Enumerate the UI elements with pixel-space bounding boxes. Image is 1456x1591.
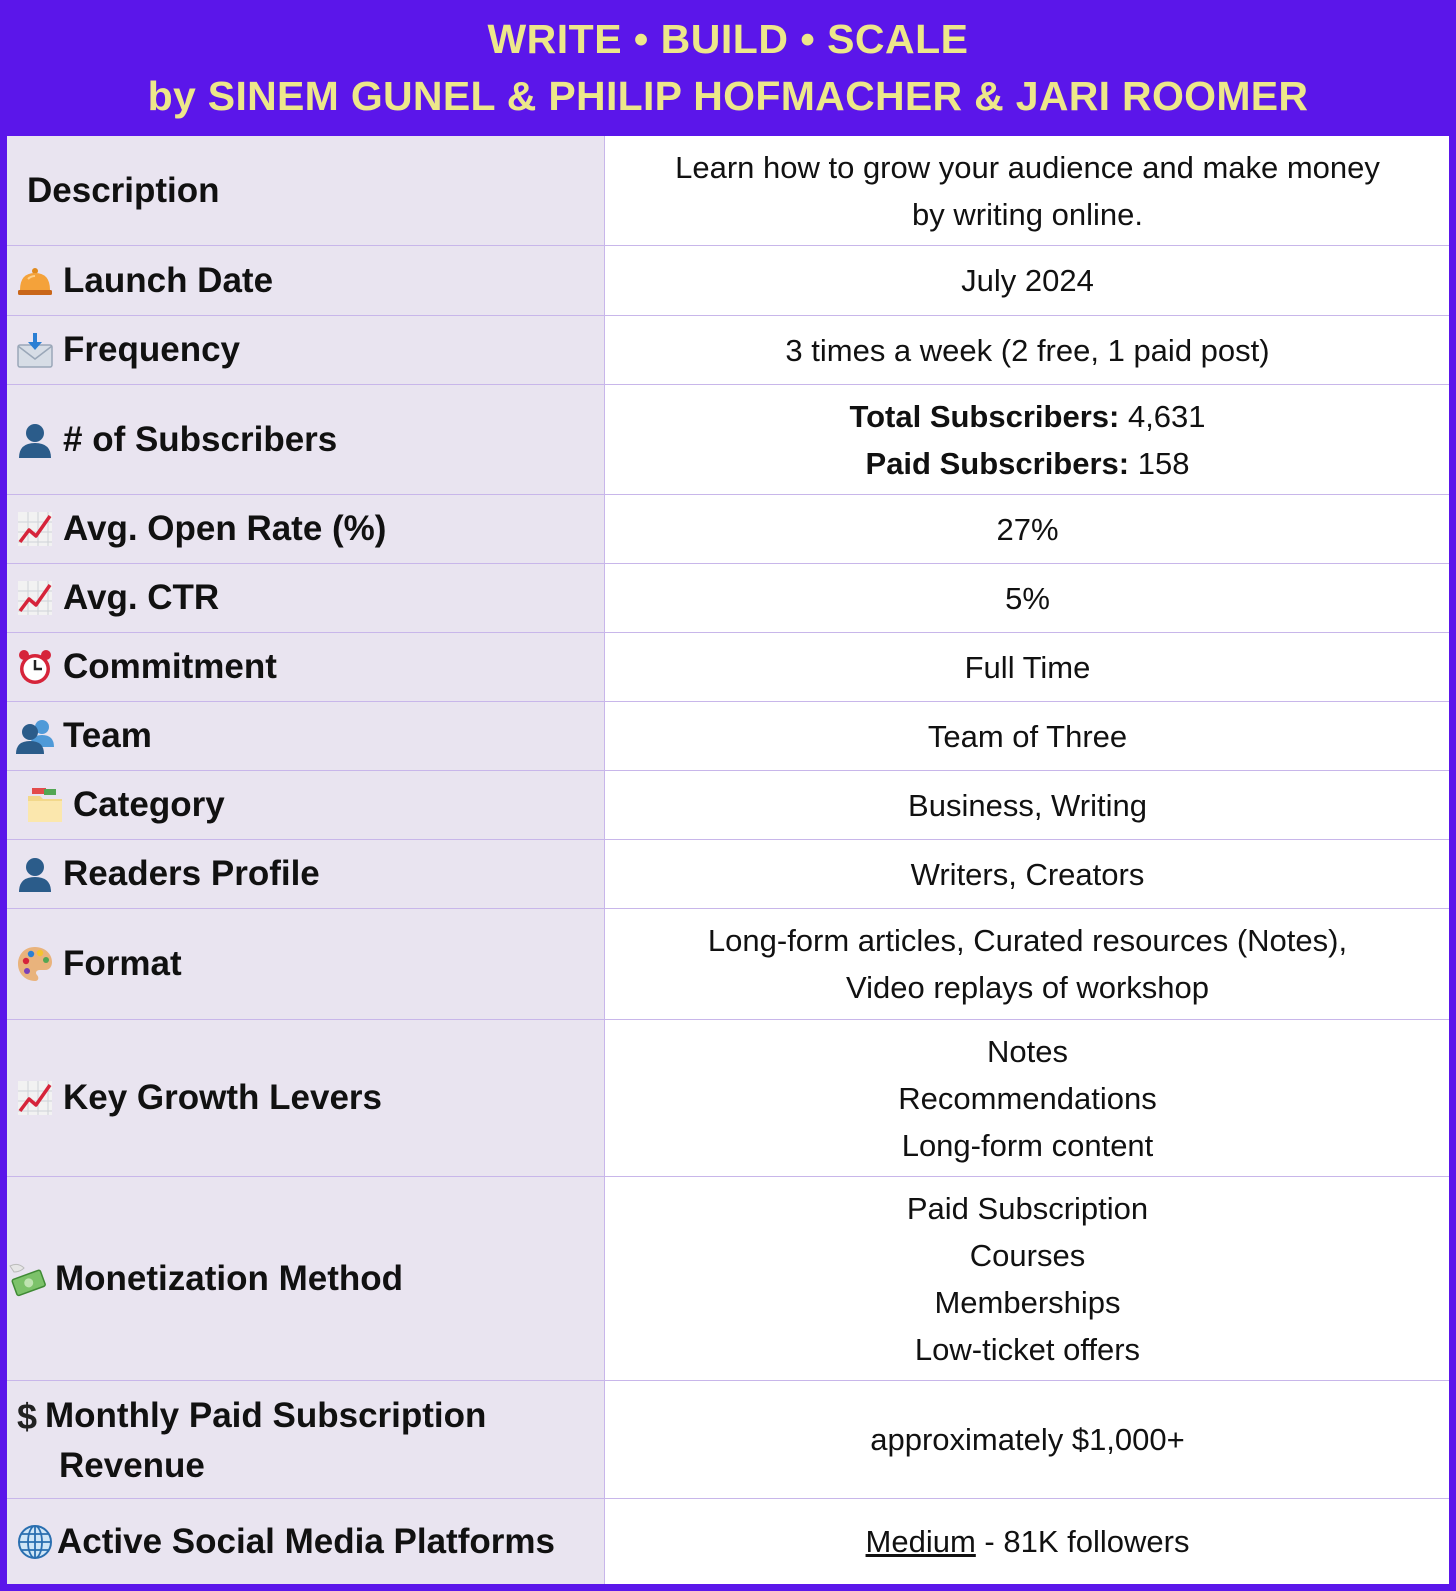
- svg-text:$: $: [16, 1397, 38, 1435]
- bellhop-bell-icon: [15, 261, 55, 301]
- row-label: Key Growth Levers: [7, 1020, 605, 1176]
- chart-increasing-icon: [15, 1078, 55, 1118]
- row-label: Description: [7, 136, 605, 245]
- list-item: Notes: [987, 1033, 1068, 1069]
- table-row-description: [7, 136, 1449, 246]
- row-value: Writers, Creators: [910, 856, 1145, 892]
- row-value: 5%: [1005, 580, 1050, 616]
- row-label: Category: [7, 771, 605, 839]
- row-value: Long-form articles, Curated resources (Notes), Video replays of workshop: [707, 923, 1348, 1005]
- row-value: July 2024: [961, 263, 1094, 298]
- row-value: 3 times a week (2 free, 1 paid post): [785, 332, 1270, 368]
- row-label: Readers Profile: [7, 840, 605, 908]
- table-row-readers-profile: [7, 840, 1449, 909]
- row-value: Learn how to grow your audience and make money by writing online.: [675, 149, 1380, 232]
- list-item: Long-form content: [901, 1127, 1154, 1163]
- row-label: Monetization Method: [7, 1177, 605, 1380]
- header: [0, 0, 1456, 136]
- list-item: Memberships: [934, 1284, 1121, 1320]
- table-row-launch-date: [7, 246, 1449, 316]
- folder-icon: [25, 785, 65, 825]
- table-row-growth-levers: [7, 1020, 1449, 1177]
- table-row-monetization: [7, 1177, 1449, 1381]
- list-item: Recommendations: [898, 1080, 1157, 1116]
- table-row-subscribers: [7, 385, 1449, 495]
- table-row-category: [7, 771, 1449, 840]
- row-value: [606, 1020, 1449, 1176]
- chart-increasing-icon: [15, 509, 55, 549]
- row-label: $ Monthly Paid Subscription Revenue: [7, 1381, 605, 1498]
- row-label: Format: [7, 909, 605, 1019]
- row-value: [606, 1177, 1449, 1380]
- row-label: Active Social Media Platforms: [7, 1499, 605, 1584]
- chart-increasing-icon: [15, 578, 55, 618]
- list-item: Courses: [969, 1237, 1086, 1273]
- list-item: Low-ticket offers: [914, 1331, 1141, 1367]
- artist-palette-icon: [15, 944, 55, 984]
- authors-line: by SINEM GUNEL & PHILIP HOFMACHER & JARI ROOMER: [147, 73, 1309, 119]
- row-value: Medium - 81K followers: [865, 1524, 1190, 1559]
- paid-subscribers-value: 158: [1137, 445, 1190, 481]
- medium-link[interactable]: Medium: [865, 1524, 976, 1559]
- total-subscribers-label: Total Subscribers:: [849, 398, 1120, 434]
- table-row-frequency: [7, 316, 1449, 385]
- newsletter-stats-table: [7, 136, 1449, 1584]
- paid-subscribers-label: Paid Subscribers:: [865, 445, 1130, 481]
- row-value: 27%: [996, 511, 1059, 547]
- row-label: Launch Date: [7, 246, 605, 315]
- list-item: Paid Subscription: [906, 1190, 1149, 1226]
- table-row-open-rate: [7, 495, 1449, 564]
- row-label: Commitment: [7, 633, 605, 701]
- envelope-arrow-icon: [15, 330, 55, 370]
- alarm-clock-icon: [15, 647, 55, 687]
- row-value: approximately $1,000+: [870, 1422, 1185, 1457]
- total-subscribers-value: 4,631: [1127, 398, 1206, 434]
- table-row-commitment: [7, 633, 1449, 702]
- person-silhouette-icon: [15, 854, 55, 894]
- row-label: Team: [7, 702, 605, 770]
- table-row-team: [7, 702, 1449, 771]
- person-silhouette-icon: [15, 420, 55, 460]
- table-row-revenue: [7, 1381, 1449, 1499]
- row-label: Avg. Open Rate (%): [7, 495, 605, 563]
- table-row-ctr: [7, 564, 1449, 633]
- row-value: [606, 385, 1449, 494]
- row-label: Avg. CTR: [7, 564, 605, 632]
- row-value: Full Time: [964, 649, 1091, 685]
- table-row-format: [7, 909, 1449, 1020]
- row-label: Frequency: [7, 316, 605, 384]
- globe-icon: [15, 1522, 55, 1562]
- row-label: # of Subscribers: [7, 385, 605, 494]
- table-row-social-platforms: [7, 1499, 1449, 1584]
- dollar-sign-icon: [13, 1396, 41, 1436]
- money-with-wings-icon: [7, 1259, 47, 1299]
- two-people-icon: [15, 716, 55, 756]
- row-value: Business, Writing: [908, 787, 1147, 823]
- title: WRITE • BUILD • SCALE: [487, 16, 969, 62]
- row-value: Team of Three: [927, 718, 1128, 754]
